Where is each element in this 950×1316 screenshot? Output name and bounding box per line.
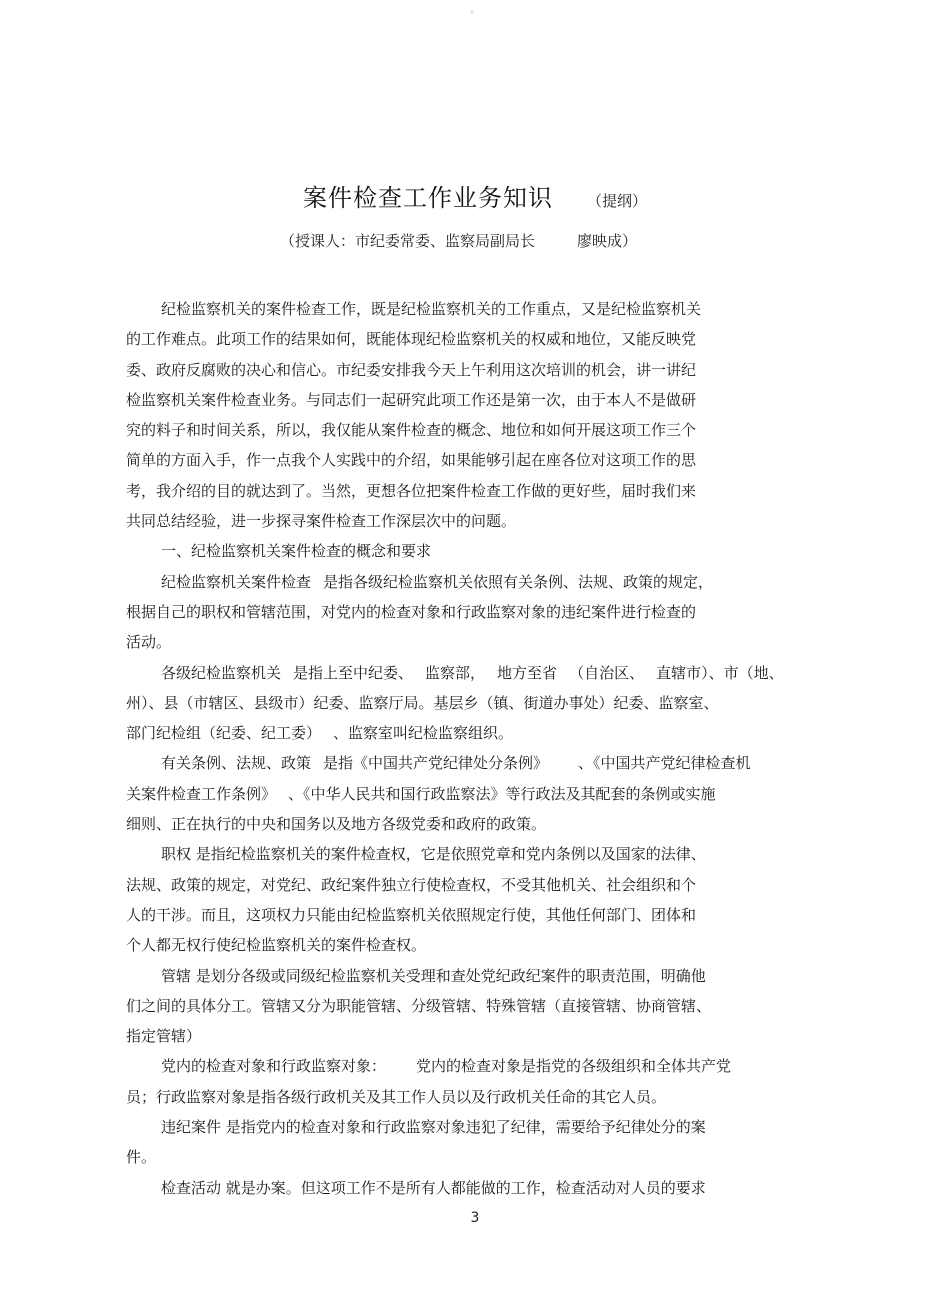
defined-term: 管辖 — [161, 966, 192, 985]
paragraph-line: 简单的方面入手，作一点我个人实践中的介绍，如果能够引起在座各位对这项工作的思 — [126, 451, 697, 470]
paragraph-line: 个人都无权行使纪检监察机关的案件检查权。 — [126, 936, 427, 955]
lecturer-prefix: （授课人：市纪委常委、监察局副局长 — [280, 232, 536, 250]
paragraph-line: 共同总结经验，进一步探寻案件检查工作深层次中的问题。 — [126, 512, 517, 531]
paragraph-line: 职权 是指纪检监察机关的案件检查权，它是依照党章和党内条例以及国家的法律、 — [161, 845, 706, 864]
defined-term: 职权 — [161, 845, 192, 864]
paragraph-line: 检查活动 就是办案。但这项工作不是所有人都能做的工作，检查活动对人员的要求 — [161, 1178, 706, 1197]
defined-term: 有关条例、法规、政策 — [161, 754, 312, 773]
paragraph-line: 人的干涉。而且，这项权力只能由纪检监察机关依照规定行使，其他任何部门、团体和 — [126, 905, 697, 924]
paragraph-line: 各级纪检监察机关 是指上至中纪委、 监察部， 地方至省 （自治区、 直辖市）、市（地、 — [161, 663, 784, 682]
defined-term: 违纪案件 — [161, 1118, 222, 1137]
paragraph-line: 指定管辖） — [126, 1027, 202, 1046]
paragraph-line: 活动。 — [126, 633, 172, 652]
defined-term: 党内的检查对象和行政监察对象： — [161, 1057, 387, 1076]
paragraph-line: 考，我介绍的目的就达到了。当然，更想各位把案件检查工作做的更好些，届时我们来 — [126, 481, 697, 500]
document-title-row — [0, 178, 950, 213]
defined-term: 检查活动 — [161, 1178, 222, 1197]
paragraph-line: 管辖 是划分各级或同级纪检监察机关受理和查处党纪政纪案件的职责范围，明确他 — [161, 966, 706, 985]
defined-term: 纪检监察机关案件检查 — [161, 572, 312, 591]
paragraph-line: 纪检监察机关的案件检查工作，既是纪检监察机关的工作重点，又是纪检监察机关 — [161, 300, 702, 318]
paragraph-line: 件。 — [126, 1148, 157, 1167]
document-subtitle-tag: （提纲） — [586, 192, 647, 210]
paragraph-line: 法规、政策的规定，对党纪、政纪案件独立行使检查权，不受其他机关、社会组织和个 — [126, 875, 697, 894]
paragraph-line: 州）、县（市辖区、县级市）纪委、监察厅局。基层乡（镇、街道办事处）纪委、监察室、 — [126, 693, 719, 712]
paragraph-line: 部门纪检组（纪委、纪工委） 、监察室叫纪检监察组织。 — [126, 724, 514, 743]
paragraph-line: 纪检监察机关案件检查 是指各级纪检监察机关依照有关条例、法规、政策的规定， — [161, 572, 714, 591]
defined-term: 各级纪检监察机关 — [161, 663, 282, 682]
paragraph-line: 有关条例、法规、政策 是指《中国共产党纪律处分条例》 、《中国共产党纪律检查机 — [161, 754, 751, 773]
paragraph-line: 委、政府反腐败的决心和信心。市纪委安排我今天上午利用这次培训的机会，讲一讲纪 — [126, 360, 697, 379]
paragraph-line: 根据自己的职权和管辖范围，对党内的检查对象和行政监察对象的违纪案件进行检查的 — [126, 602, 697, 621]
header-mark: 。 — [470, 5, 480, 15]
page-number: 3 — [470, 1210, 480, 1226]
lecturer-line — [280, 230, 637, 251]
lecturer-name: 廖映成） — [577, 232, 638, 250]
paragraph-line: 细则、正在执行的中央和国务以及地方各级党委和政府的政策。 — [126, 815, 547, 834]
paragraph-line: 员；行政监察对象是指各级行政机关及其工作人员以及行政机关任命的其它人员。 — [126, 1087, 667, 1106]
paragraph-line: 违纪案件 是指党内的检查对象和行政监察对象违犯了纪律，需要给予纪律处分的案 — [161, 1118, 706, 1137]
document-title: 案件检查工作业务知识 — [302, 184, 553, 212]
paragraph-line: 党内的检查对象和行政监察对象： 党内的检查对象是指党的各级组织和全体共产党 — [161, 1057, 732, 1076]
paragraph-line: 究的料子和时间关系，所以，我仅能从案件检查的概念、地位和如何开展这项工作三个 — [126, 421, 697, 440]
document-body — [126, 294, 816, 1203]
paragraph-line: 们之间的具体分工。管辖又分为职能管辖、分级管辖、特殊管辖（直接管辖、协商管辖、 — [126, 996, 712, 1015]
section-heading: 一、纪检监察机关案件检查的概念和要求 — [161, 542, 432, 561]
paragraph-line: 关案件检查工作条例》 、《中华人民共和国行政监察法》等行政法及其配套的条例或实施 — [126, 784, 716, 803]
paragraph-line: 的工作难点。此项工作的结果如何，既能体现纪检监察机关的权威和地位，又能反映党 — [126, 330, 697, 349]
paragraph-line: 检监察机关案件检查业务。与同志们一起研究此项工作还是第一次，由于本人不是做研 — [126, 390, 697, 409]
